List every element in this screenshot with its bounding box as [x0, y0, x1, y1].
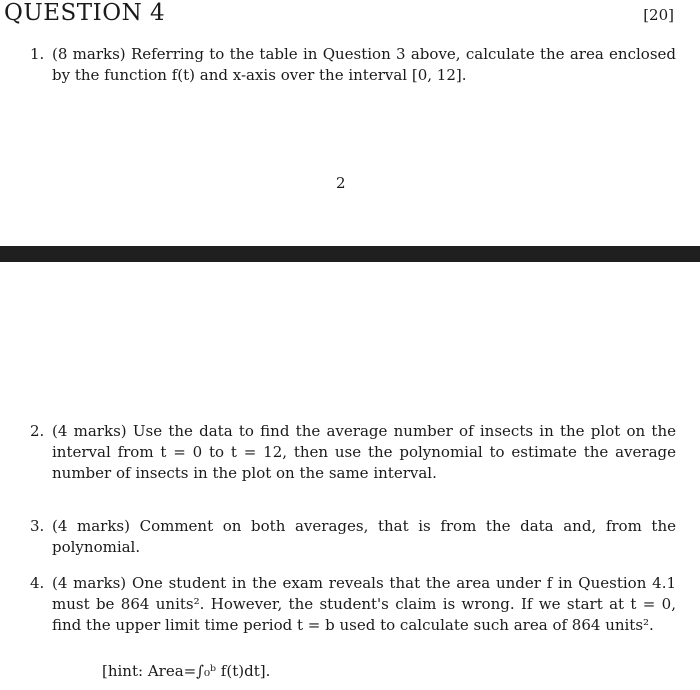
- page-number: 2: [336, 174, 346, 192]
- question-item-2: [30, 421, 676, 484]
- question-text: (4 marks) Use the data to find the average number of insects in the plot on the interval from t = 0 to t = 12, then use the polynomial to estimate the average number of insects in the plot on the same interval.: [52, 422, 676, 482]
- question-text: (4 marks) Comment on both averages, that is from the data and, from the polynomial.: [52, 517, 676, 556]
- question-number: 4.: [30, 574, 45, 592]
- question-title: QUESTION 4: [4, 0, 166, 26]
- question-item-4: [30, 573, 676, 636]
- hint-text: [hint: Area=∫₀ᵇ f(t)dt].: [102, 662, 271, 680]
- question-item-3: [30, 516, 676, 558]
- question-number: 2.: [30, 422, 45, 440]
- question-number: 1.: [30, 45, 45, 63]
- total-marks: [20]: [643, 6, 674, 24]
- question-text: (8 marks) Referring to the table in Question 3 above, calculate the area enclosed by the function f(t) and x-axis over the interval [0, 12].: [52, 45, 676, 84]
- page-separator: [0, 246, 700, 262]
- question-number: 3.: [30, 517, 45, 535]
- question-item-1: [30, 44, 676, 86]
- question-text: (4 marks) One student in the exam reveals that the area under f in Question 4.1 must be 864 units². However, the student's claim is wrong. If we start at t = 0, find the upper limit time period t = b used to calculate such area of 864 units².: [52, 574, 676, 634]
